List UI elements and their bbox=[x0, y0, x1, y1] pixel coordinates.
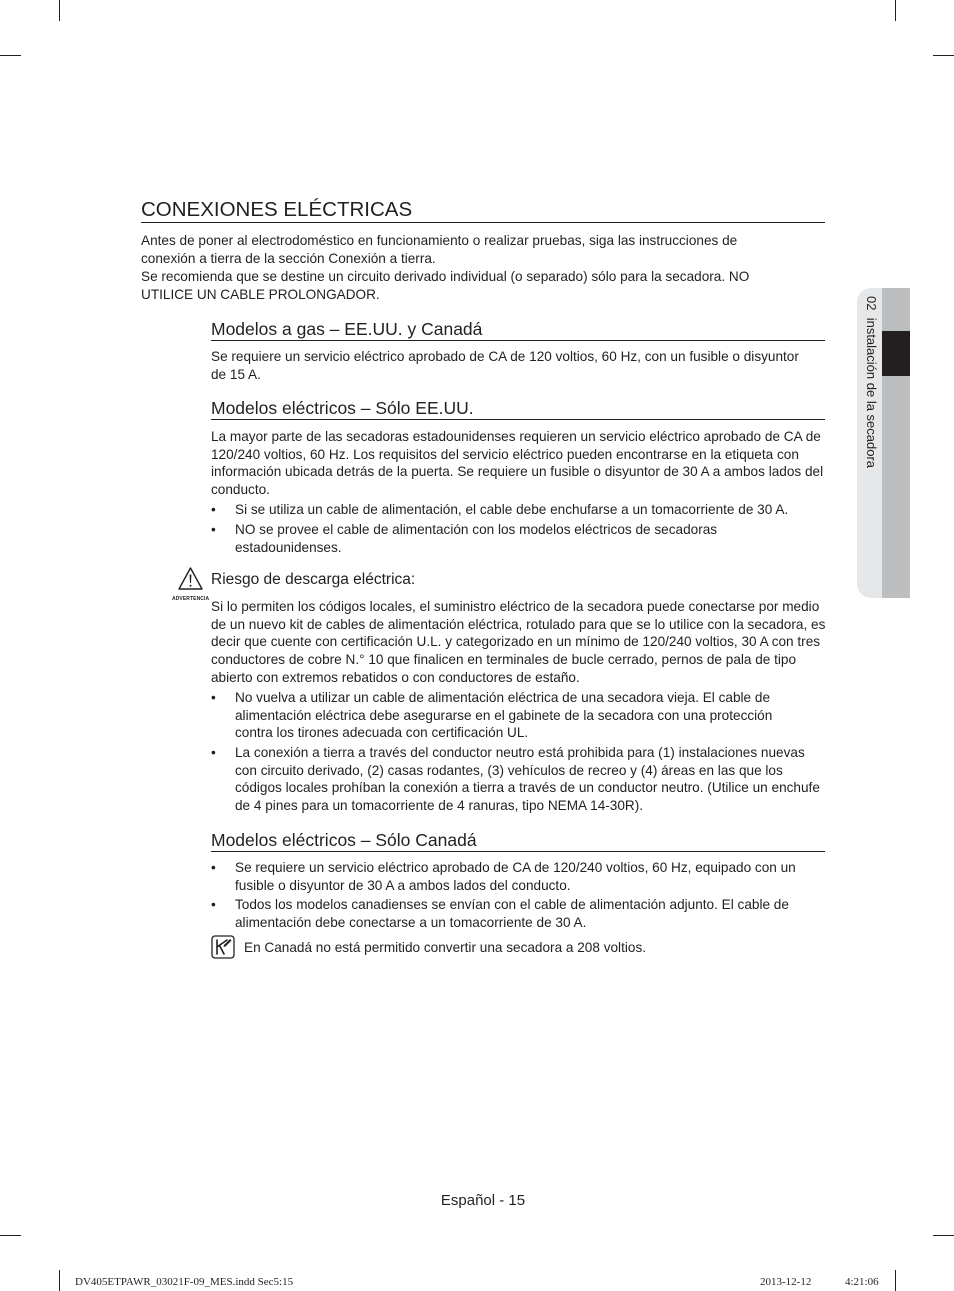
page-title: CONEXIONES ELÉCTRICAS bbox=[141, 198, 825, 223]
list-item bbox=[211, 896, 826, 931]
list-item bbox=[211, 501, 826, 519]
print-slug-file: DV405ETPAWR_03021F-09_MES.indd Sec5:15 bbox=[75, 1276, 294, 1288]
print-slug-date: 2013-12-12 bbox=[760, 1276, 812, 1288]
intro-paragraph-1: Antes de poner al electrodoméstico en funcionamiento o realizar pruebas, siga las instrucciones de conexión a tierra de la sección Conexión a tierra. bbox=[141, 233, 738, 266]
note-icon bbox=[211, 935, 235, 959]
side-tab-text: instalación de la secadora bbox=[864, 317, 879, 469]
side-tab-label bbox=[864, 296, 878, 468]
print-slug-time: 4:21:06 bbox=[845, 1276, 879, 1288]
list-item bbox=[211, 689, 826, 742]
crop-mark bbox=[59, 1270, 60, 1291]
side-tab-marker bbox=[882, 331, 910, 376]
bullet: • bbox=[211, 897, 216, 912]
crop-mark bbox=[933, 1235, 954, 1236]
crop-mark bbox=[895, 1270, 896, 1291]
crop-mark bbox=[895, 0, 896, 21]
page-footer bbox=[0, 1192, 954, 1209]
side-tab-number: 02 bbox=[864, 296, 879, 311]
warning-icon bbox=[172, 566, 209, 602]
section-heading-electric-us: Modelos eléctricos – Sólo EE.UU. bbox=[211, 397, 825, 420]
note-text: En Canadá no está permitido convertir una secadora a 208 voltios. bbox=[244, 940, 647, 955]
gas-paragraph: Se requiere un servicio eléctrico aprobado de CA de 120 voltios, 60 Hz, con un fusible o disyuntor de 15 A. bbox=[211, 349, 799, 382]
bullet: • bbox=[211, 745, 216, 760]
list-item-text: La conexión a tierra a través del conductor neutro está prohibida para (1) instalaciones nuevas con circuito derivado, (2) casas rodantes, (3) vehículos de recreo y (4) áreas en las que los códigos locales prohíban la conexión a tierra a través de un conductor neutro. (Utilice un enchufe de 4 pines para un tomacorriente de 4 ranuras, tipo NEMA 14-30R). bbox=[235, 745, 820, 814]
bullet: • bbox=[211, 502, 216, 517]
list-item bbox=[211, 521, 826, 556]
warning-title: Riesgo de descarga eléctrica: bbox=[211, 571, 416, 588]
crop-mark bbox=[933, 55, 954, 56]
bullet: • bbox=[211, 522, 216, 537]
crop-mark bbox=[0, 1235, 21, 1236]
crop-mark bbox=[59, 0, 60, 21]
list-item-text: Si se utiliza un cable de alimentación, el cable debe enchufarse a un tomacorriente de 30 A. bbox=[235, 502, 789, 517]
warning-paragraph: Si lo permiten los códigos locales, el suministro eléctrico de la secadora puede conectarse por medio de un nuevo kit de cables de alimentación eléctrica, rotulado para que se lo utilice con la secadora, es decir que cuente con certificación U.L. y categorizado en un mínimo de 120/240 voltios, 30 A con tres conductores de cobre N.° 10 que finalicen en terminales de bucle cerrado, pernos de pala de tipo abierto con extremos rebatidos o con conductores de estaño. bbox=[211, 599, 826, 685]
warning-icon-label: ADVERTENCIA bbox=[172, 596, 210, 602]
crop-mark bbox=[0, 55, 21, 56]
list-item bbox=[211, 859, 826, 894]
section-heading-gas: Modelos a gas – EE.UU. y Canadá bbox=[211, 318, 825, 341]
list-item-text: NO se provee el cable de alimentación con los modelos eléctricos de secadoras estadounidenses. bbox=[235, 522, 718, 555]
bullet: • bbox=[211, 690, 216, 705]
list-item-text: Todos los modelos canadienses se envían con el cable de alimentación adjunto. El cable de alimentación debe conectarse a un tomacorriente de 30 A. bbox=[235, 897, 789, 930]
section-heading-electric-canada: Modelos eléctricos – Sólo Canadá bbox=[211, 829, 825, 852]
list-item-text: No vuelva a utilizar un cable de alimentación eléctrica de una secadora vieja. El cable de alimentación eléctrica debe asegurarse en el gabinete de la secadora con una protección contra los tirones adecuada con certificación UL. bbox=[235, 690, 773, 741]
intro-paragraph-2: Se recomienda que se destine un circuito derivado individual (o separado) sólo para la secadora. NO UTILICE UN CABLE PROLONGADOR. bbox=[141, 269, 750, 302]
list-item-text: Se requiere un servicio eléctrico aprobado de CA de 120/240 voltios, 60 Hz, equipado con un fusible o disyuntor de 30 A a ambos lados del conducto. bbox=[235, 860, 796, 893]
page-number: Español - 15 bbox=[440, 1192, 526, 1209]
electric-us-paragraph: La mayor parte de las secadoras estadounidenses requieren un servicio eléctrico aprobado de CA de 120/240 voltios, 60 Hz. Los requisitos del servicio eléctrico pueden encontrarse en la etiqueta con información ubicada detrás de la puerta. Se requiere un fusible o disyuntor de 30 A a ambos lados del conducto. bbox=[211, 429, 824, 498]
bullet: • bbox=[211, 860, 216, 875]
list-item bbox=[211, 744, 826, 815]
